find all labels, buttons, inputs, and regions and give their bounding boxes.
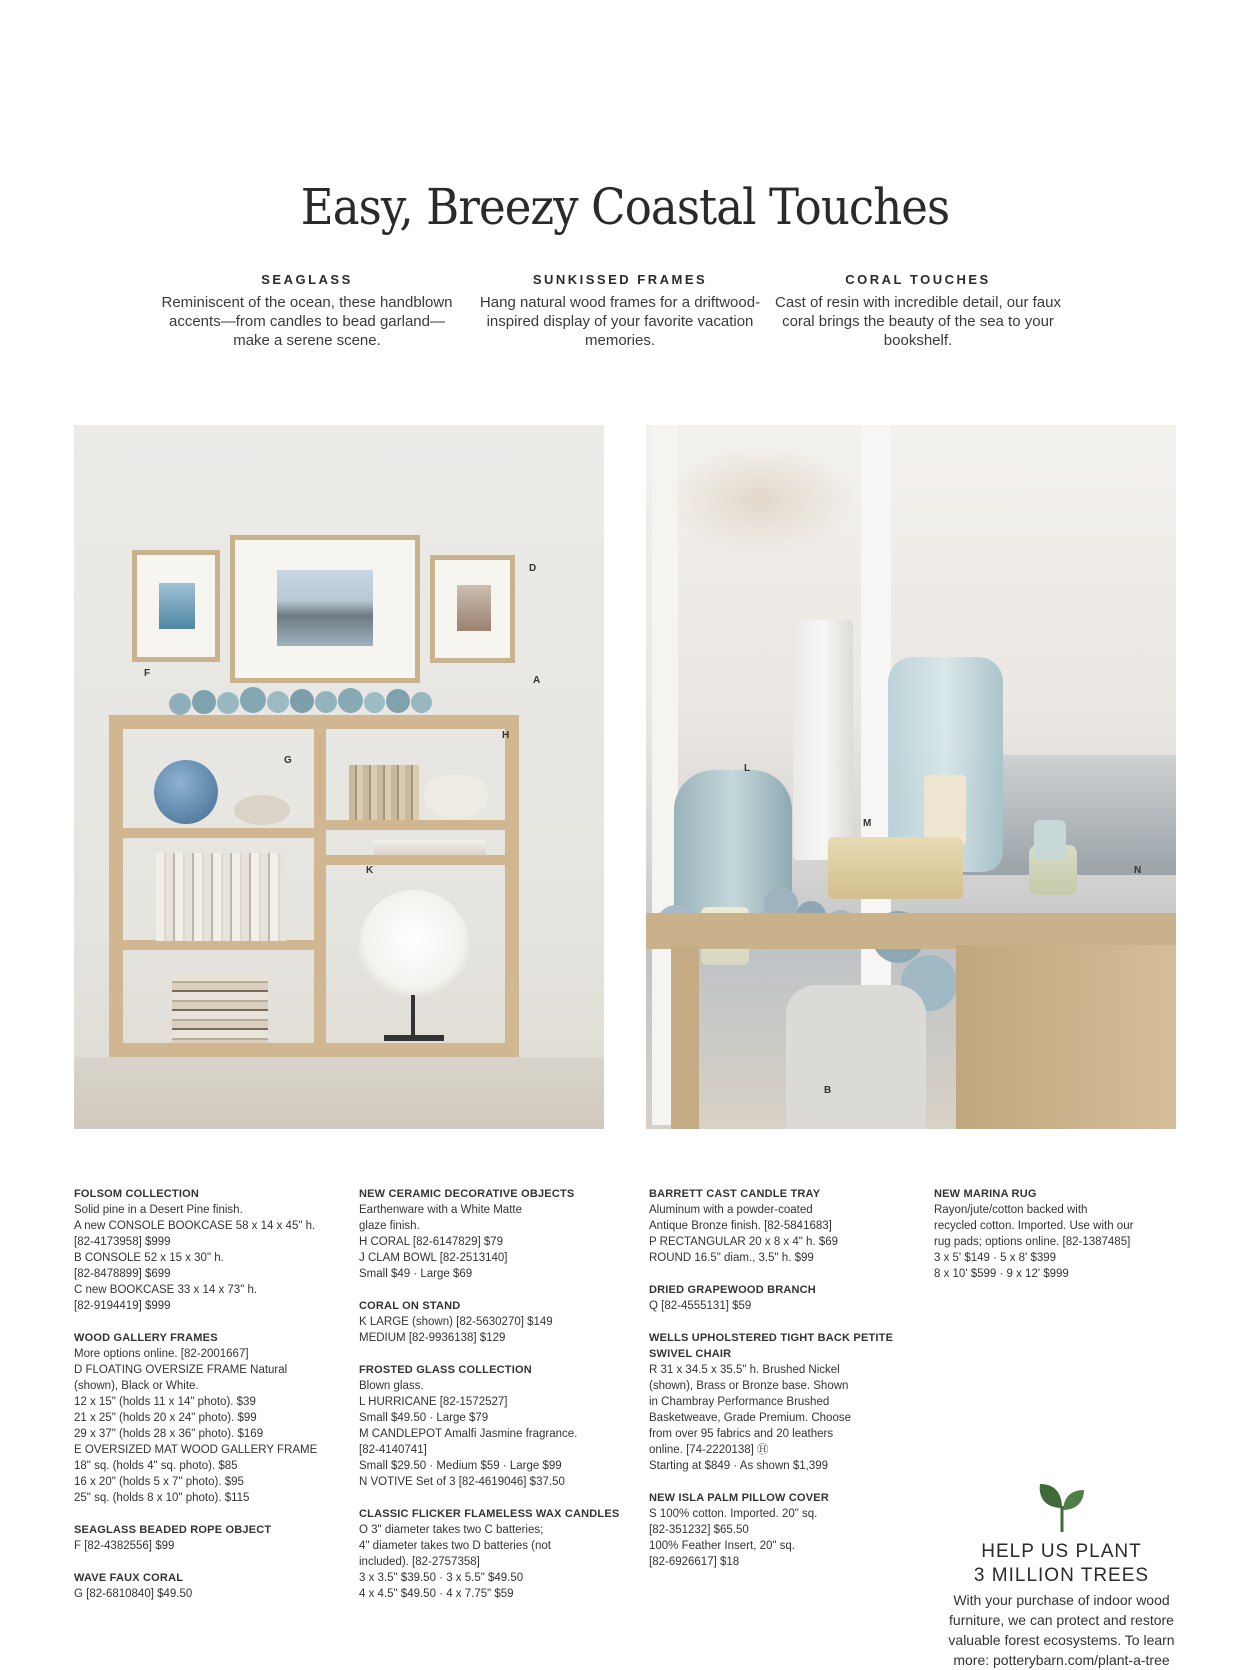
product-heading: BARRETT CAST CANDLE TRAY [649, 1188, 821, 1200]
product-heading: FOLSOM COLLECTION [74, 1188, 200, 1200]
product-block [74, 1330, 344, 1506]
ceramic-vase [154, 760, 218, 824]
product-line: included). [82-2757358] [359, 1556, 480, 1568]
product-block [74, 1522, 344, 1554]
product-block [359, 1506, 629, 1602]
product-line: from over 95 fabrics and 20 leathers [649, 1428, 834, 1440]
product-line: 3 x 5' $149 · 5 x 8' $399 [934, 1252, 1057, 1264]
callout-m: M [863, 818, 872, 829]
product-heading: NEW ISLA PALM PILLOW COVER [649, 1492, 829, 1504]
product-block [649, 1490, 919, 1570]
product-line: recycled cotton. Imported. Use with our [934, 1220, 1134, 1232]
intro-heading: CORAL TOUCHES [845, 272, 991, 287]
callout-a: A [533, 675, 541, 686]
product-line: M CANDLEPOT Amalfi Jasmine fragrance. [359, 1428, 578, 1440]
console-table-leg [671, 945, 699, 1129]
product-line: K LARGE (shown) [82-5630270] $149 [359, 1316, 553, 1328]
page-title: Easy, Breezy Coastal Touches [300, 178, 950, 236]
floor [74, 1057, 604, 1129]
small-frame-right [430, 555, 515, 663]
product-block [649, 1186, 919, 1266]
product-line: N VOTIVE Set of 3 [82-4619046] $37.50 [359, 1476, 565, 1488]
frame-photo [457, 585, 491, 631]
product-heading: NEW MARINA RUG [934, 1188, 1037, 1200]
intro-heading: SUNKISSED FRAMES [532, 272, 708, 287]
product-heading: WOOD GALLERY FRAMES [74, 1332, 218, 1344]
product-line: in Chambray Performance Brushed [649, 1396, 830, 1408]
callout-h: H [502, 730, 510, 741]
product-block [74, 1570, 344, 1602]
product-line: More options online. [82-2001667] [74, 1348, 249, 1360]
product-line: [82-4140741] [359, 1444, 427, 1456]
intro-coral-touches [768, 272, 1068, 350]
product-line: Blown glass. [359, 1380, 424, 1392]
product-line: D FLOATING OVERSIZE FRAME Natural [74, 1364, 288, 1376]
callout-d: D [529, 563, 537, 574]
product-line: 8 x 10' $599 · 9 x 12' $999 [934, 1268, 1069, 1280]
product-heading: DRIED GRAPEWOOD BRANCH [649, 1284, 816, 1296]
product-line: Rayon/jute/cotton backed with [934, 1204, 1088, 1216]
plant-text: With your purchase of indoor wood furniture, we can protect and restore valuable forest ecosystems. To learn more: potterybarn.com/plant-a-tree [948, 1592, 1175, 1668]
product-line: P RECTANGULAR 20 x 8 x 4" h. $69 [649, 1236, 839, 1248]
intro-text: Hang natural wood frames for a driftwood-inspired display of your favorite vacation memories. [479, 294, 761, 349]
product-block [649, 1330, 919, 1474]
product-line: S 100% cotton. Imported. 20" sq. [649, 1508, 818, 1520]
product-line: Small $29.50 · Medium $59 · Large $99 [359, 1460, 562, 1472]
product-line: 25" sq. (holds 8 x 10" photo). $115 [74, 1492, 250, 1504]
product-line: Earthenware with a White Matte [359, 1204, 522, 1216]
small-frame-left [132, 550, 220, 662]
product-column-4 [934, 1186, 1194, 1298]
product-heading: FROSTED GLASS COLLECTION [359, 1364, 532, 1376]
product-line: [82-8478899] $699 [74, 1268, 171, 1280]
product-line: [82-6926617] $18 [649, 1556, 740, 1568]
callout-f: F [144, 668, 151, 679]
intro-seaglass [157, 272, 457, 350]
product-line: J CLAM BOWL [82-2513140] [359, 1252, 508, 1264]
product-heading: SEAGLASS BEADED ROPE OBJECT [74, 1524, 272, 1536]
product-line: Small $49 · Large $69 [359, 1268, 473, 1280]
product-line: online. [74-2220138] Ⓗ [649, 1444, 769, 1456]
product-heading: CORAL ON STAND [359, 1300, 461, 1312]
product-heading: WELLS UPHOLSTERED TIGHT BACK PETITE SWIVEL CHAIR [649, 1332, 894, 1360]
product-line: (shown), Black or White. [74, 1380, 199, 1392]
product-line: L HURRICANE [82-1572527] [359, 1396, 508, 1408]
product-line: Small $49.50 · Large $79 [359, 1412, 489, 1424]
pampas-grass [666, 445, 856, 555]
product-line: Starting at $849 · As shown $1,399 [649, 1460, 829, 1472]
intro-sunkissed-frames [470, 272, 770, 350]
product-line: 18" sq. (holds 4" sq. photo). $85 [74, 1460, 238, 1472]
books-lying [374, 840, 486, 855]
product-line: Solid pine in a Desert Pine finish. [74, 1204, 243, 1216]
product-line: 29 x 37" (holds 28 x 36" photo). $169 [74, 1428, 264, 1440]
product-line: Antique Bronze finish. [82-5841683] [649, 1220, 832, 1232]
product-line: B CONSOLE 52 x 15 x 30" h. [74, 1252, 224, 1264]
coral-stand-post [411, 995, 415, 1040]
product-line: 4" diameter takes two D batteries (not [359, 1540, 552, 1552]
product-line: 3 x 3.5" $39.50 · 3 x 5.5" $49.50 [359, 1572, 524, 1584]
books-bottom-stack [172, 973, 268, 1043]
product-line: H CORAL [82-6147829] $79 [359, 1236, 504, 1248]
product-heading: NEW CERAMIC DECORATIVE OBJECTS [359, 1188, 575, 1200]
console-table-body [956, 945, 1176, 1129]
callout-l: L [744, 763, 751, 774]
tall-white-vase [793, 620, 853, 860]
intro-heading: SEAGLASS [261, 272, 353, 287]
product-line: [82-351232] $65.50 [649, 1524, 749, 1536]
product-block [359, 1298, 629, 1346]
product-line: Q [82-4555131] $59 [649, 1300, 752, 1312]
product-block [359, 1186, 629, 1282]
product-line: 12 x 15" (holds 11 x 14" photo). $39 [74, 1396, 256, 1408]
product-line: MEDIUM [82-9936138] $129 [359, 1332, 506, 1344]
product-line: ROUND 16.5" diam., 3.5" h. $99 [649, 1252, 814, 1264]
product-line: Aluminum with a powder-coated [649, 1204, 813, 1216]
callout-n: N [1134, 865, 1142, 876]
console-table-top [646, 913, 1176, 949]
votive-candle-small [1034, 820, 1066, 860]
product-line: Basketweave, Grade Premium. Choose [649, 1412, 851, 1424]
product-block [934, 1186, 1194, 1282]
product-line: rug pads; options online. [82-1387485] [934, 1236, 1131, 1248]
product-line: (shown), Brass or Bronze base. Shown [649, 1380, 849, 1392]
callout-g: G [284, 755, 292, 766]
product-line: 4 x 4.5" $49.50 · 4 x 7.75" $59 [359, 1588, 514, 1600]
coral-stand-base [384, 1035, 444, 1041]
product-column-2 [359, 1186, 629, 1618]
product-line: A new CONSOLE BOOKCASE 58 x 14 x 45" h. [74, 1220, 316, 1232]
frame-photo [159, 583, 195, 629]
product-heading: CLASSIC FLICKER FLAMELESS WAX CANDLES [359, 1508, 620, 1520]
large-frame-center [230, 535, 420, 683]
books-upper [349, 765, 419, 820]
intro-text: Reminiscent of the ocean, these handblown accents—from candles to bead garland—make a serene scene. [161, 294, 453, 349]
product-line: E OVERSIZED MAT WOOD GALLERY FRAME [74, 1444, 318, 1456]
plant-trees-promo [934, 1480, 1189, 1670]
product-line: 100% Feather Insert, 20" sq. [649, 1540, 795, 1552]
table-photo [646, 425, 1176, 1129]
intro-text: Cast of resin with incredible detail, our faux coral brings the beauty of the sea to your bookshelf. [775, 294, 1061, 349]
product-line: R 31 x 34.5 x 35.5" h. Brushed Nickel [649, 1364, 840, 1376]
product-line: O 3" diameter takes two C batteries; [359, 1524, 544, 1536]
bookcase-photo [74, 425, 604, 1129]
product-block [74, 1186, 344, 1314]
product-line: G [82-6810840] $49.50 [74, 1588, 193, 1600]
product-column-3 [649, 1186, 919, 1586]
books-stack [156, 853, 286, 941]
callout-b: B [824, 1085, 832, 1096]
product-line: [82-4173958] $999 [74, 1236, 171, 1248]
product-line: 21 x 25" (holds 20 x 24" photo). $99 [74, 1412, 257, 1424]
plant-heading-line-1: HELP US PLANT [981, 1541, 1142, 1562]
pillar-candle [924, 775, 966, 845]
wave-faux-coral [234, 795, 290, 825]
product-column-1 [74, 1186, 344, 1618]
plant-heading-line-2: 3 MILLION TREES [973, 1565, 1150, 1586]
product-line: F [82-4382556] $99 [74, 1540, 175, 1552]
product-heading: WAVE FAUX CORAL [74, 1572, 184, 1584]
product-line: [82-9194419] $999 [74, 1300, 171, 1312]
product-line: 16 x 20" (holds 5 x 7" photo). $95 [74, 1476, 244, 1488]
frame-photo [277, 570, 373, 646]
swivel-chair [786, 985, 926, 1129]
coral-on-stand [359, 890, 469, 1000]
callout-k: K [366, 865, 374, 876]
product-line: C new BOOKCASE 33 x 14 x 73" h. [74, 1284, 258, 1296]
product-line: glaze finish. [359, 1220, 420, 1232]
ceramic-clam-bowl [424, 775, 488, 819]
sprout-icon [1036, 1480, 1088, 1534]
product-block [359, 1362, 629, 1490]
product-block [649, 1282, 919, 1314]
candle-tray [828, 837, 963, 899]
